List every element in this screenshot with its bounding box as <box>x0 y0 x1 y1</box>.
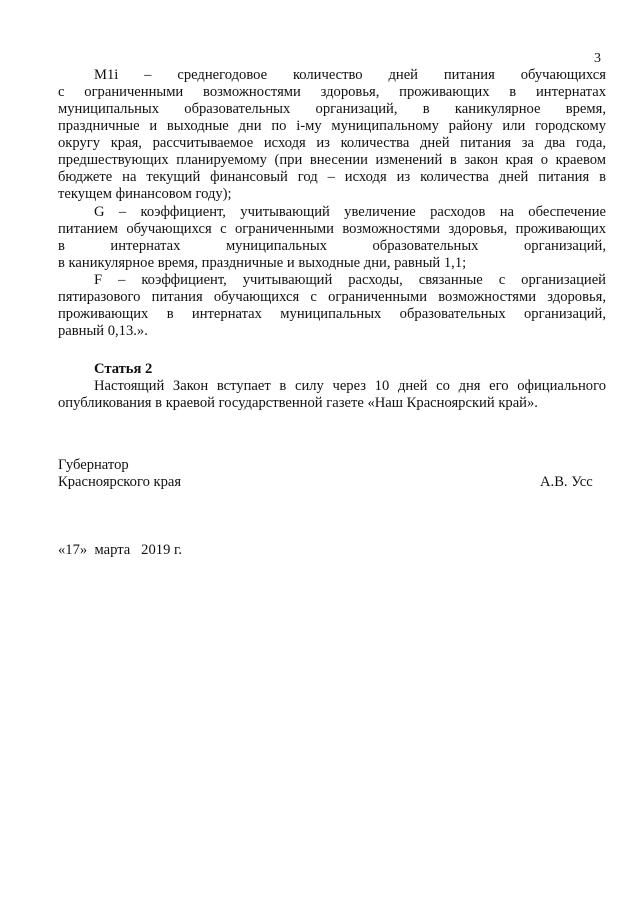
body-line: предшествующих планируемому (при внесении изменений в закон края о краевом <box>58 152 606 168</box>
body-line: в каникулярное время, праздничные и выходные дни, равный 1,1; <box>58 255 467 271</box>
body-line: с ограниченными возможностями здоровья, проживающих в интернатах <box>58 84 606 100</box>
article-line: опубликования в краевой государственной газете «Наш Красноярский край». <box>58 395 538 411</box>
page-number: 3 <box>594 51 601 66</box>
body-line: проживающих в интернатах муниципальных образовательных организаций, <box>58 306 606 322</box>
body-line: в интернатах муниципальных образовательных организаций, <box>58 238 606 254</box>
body-line: пятиразового питания обучающихся с ограниченными возможностями здоровья, <box>58 289 606 305</box>
body-line: G – коэффициент, учитывающий увеличение расходов на обеспечение <box>94 204 606 220</box>
signer-name: А.В. Усс <box>540 474 593 490</box>
body-line: муниципальных образовательных организаций, в каникулярное время, <box>58 101 606 117</box>
signer-region: Красноярского края <box>58 474 182 490</box>
body-line: округу края, рассчитываемое исходя из количества дней питания за два года, <box>58 135 606 151</box>
body-line: M1i – среднегодовое количество дней питания обучающихся <box>94 67 606 83</box>
body-line: равный 0,13.». <box>58 323 148 339</box>
body-line: питанием обучающихся с ограниченными возможностями здоровья, проживающих <box>58 221 606 237</box>
article-heading: Статья 2 <box>94 361 153 377</box>
body-line: праздничные и выходные дни по i-му муниципальному району или городскому <box>58 118 606 134</box>
signer-title: Губернатор <box>58 457 129 473</box>
body-line: F – коэффициент, учитывающий расходы, связанные с организацией <box>94 272 606 288</box>
body-line: бюджете на текущий финансовый год – исходя из количества дней питания в <box>58 169 606 185</box>
article-line: Настоящий Закон вступает в силу через 10 дней со дня его официального <box>94 378 606 394</box>
document-date: «17» марта 2019 г. <box>58 542 183 558</box>
body-line: текущем финансовом году); <box>58 186 232 202</box>
